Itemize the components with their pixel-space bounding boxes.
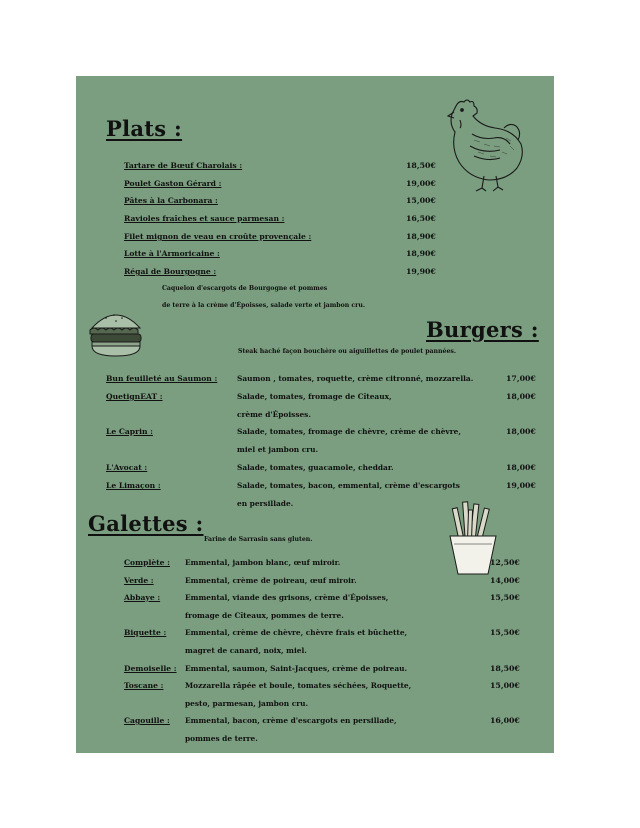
burger-price: 17,00€ — [506, 374, 536, 383]
galette-description: pommes de terre. — [185, 734, 258, 743]
plat-price: 18,50€ — [406, 161, 436, 170]
burger-description: Salade, tomates, fromage de Cîteaux, — [237, 392, 392, 401]
plat-price: 19,90€ — [406, 267, 436, 276]
burgers-subtitle: Steak haché façon bouchère ou aiguillettes de poulet pannées. — [238, 348, 457, 355]
galette-name: Cagouille : — [124, 716, 170, 725]
burger-price: 19,00€ — [506, 481, 536, 490]
galette-price: 15,50€ — [490, 593, 520, 602]
galette-description: Emmental, viande des grisons, crème d'Époisses, — [185, 593, 389, 602]
burger-price: 18,00€ — [506, 392, 536, 401]
burger-name: Le Limaçon : — [106, 481, 161, 490]
plat-price: 18,90€ — [406, 232, 436, 241]
plat-name: Tartare de Bœuf Charolais : — [124, 161, 243, 170]
galette-description: Emmental, jambon blanc, œuf miroir. — [185, 558, 341, 567]
galette-description: Emmental, crème de poireau, œuf miroir. — [185, 576, 357, 585]
chicken-illustration — [444, 94, 526, 194]
plat-name: Pâtes à la Carbonara : — [124, 196, 218, 205]
galette-price: 18,50€ — [490, 664, 520, 673]
plat-price: 15,00€ — [406, 196, 436, 205]
galettes-title: Galettes : — [88, 511, 204, 536]
plats-title: Plats : — [106, 116, 183, 141]
galette-name: Demoiselle : — [124, 664, 177, 673]
burger-name: L'Avocat : — [106, 463, 148, 472]
galette-name: Verde : — [124, 576, 154, 585]
burger-price: 18,00€ — [506, 463, 536, 472]
galette-description: Emmental, bacon, crème d'escargots en persillade, — [185, 716, 397, 725]
burger-description: Salade, tomates, guacamole, cheddar. — [237, 463, 394, 472]
galette-price: 12,50€ — [490, 558, 520, 567]
burger-description: Salade, tomates, bacon, emmental, crème d'escargots — [237, 481, 460, 490]
plat-price: 16,50€ — [406, 214, 436, 223]
regal-description-line-1: Caquelon d'escargots de Bourgogne et pommes — [162, 285, 328, 292]
galette-price: 15,00€ — [490, 681, 520, 690]
galette-description: Emmental, saumon, Saint-Jacques, crème de poireau. — [185, 664, 408, 673]
galette-price: 14,00€ — [490, 576, 520, 585]
galette-price: 16,00€ — [490, 716, 520, 725]
menu-page — [76, 76, 554, 753]
galette-name: Biquette : — [124, 628, 167, 637]
galette-description: fromage de Cîteaux, pommes de terre. — [185, 611, 344, 620]
burger-description: en persillade. — [237, 499, 294, 508]
burger-description: miel et jambon cru. — [237, 445, 319, 454]
burger-description: Saumon , tomates, roquette, crème citronné, mozzarella. — [237, 374, 474, 383]
burger-price: 18,00€ — [506, 427, 536, 436]
galettes-subtitle: Farine de Sarrasin sans gluten. — [204, 536, 313, 543]
plat-name: Ravioles fraîches et sauce parmesan : — [124, 214, 285, 223]
galette-description: Emmental, crème de chèvre, chèvre frais et bûchette, — [185, 628, 408, 637]
regal-description-line-2: de terre à la crème d'Époisses, salade verte et jambon cru. — [162, 302, 366, 309]
galette-price: 15,50€ — [490, 628, 520, 637]
galette-description: Mozzarella râpée et boule, tomates séchées, Roquette, — [185, 681, 412, 690]
plat-name: Filet mignon de veau en croûte provençale : — [124, 232, 312, 241]
plat-name: Poulet Gaston Gérard : — [124, 179, 222, 188]
burger-description: crème d'Époisses. — [237, 410, 311, 419]
galette-description: pesto, parmesan, jambon cru. — [185, 699, 309, 708]
burger-name: Le Caprin : — [106, 427, 153, 436]
burger-illustration — [86, 306, 146, 360]
burger-description: Salade, tomates, fromage de chèvre, crème de chèvre, — [237, 427, 461, 436]
galette-name: Complète : — [124, 558, 170, 567]
plat-name: Régal de Bourgogne : — [124, 267, 217, 276]
galette-name: Toscane : — [124, 681, 164, 690]
burger-name: QuetignEAT : — [106, 392, 163, 401]
galette-name: Abbaye : — [124, 593, 161, 602]
burger-name: Bun feuilleté au Saumon : — [106, 374, 218, 383]
burgers-title: Burgers : — [426, 317, 539, 342]
plat-price: 18,90€ — [406, 249, 436, 258]
plat-name: Lotte à l'Armoricaine : — [124, 249, 220, 258]
galette-description: magret de canard, noix, miel. — [185, 646, 307, 655]
plat-price: 19,00€ — [406, 179, 436, 188]
